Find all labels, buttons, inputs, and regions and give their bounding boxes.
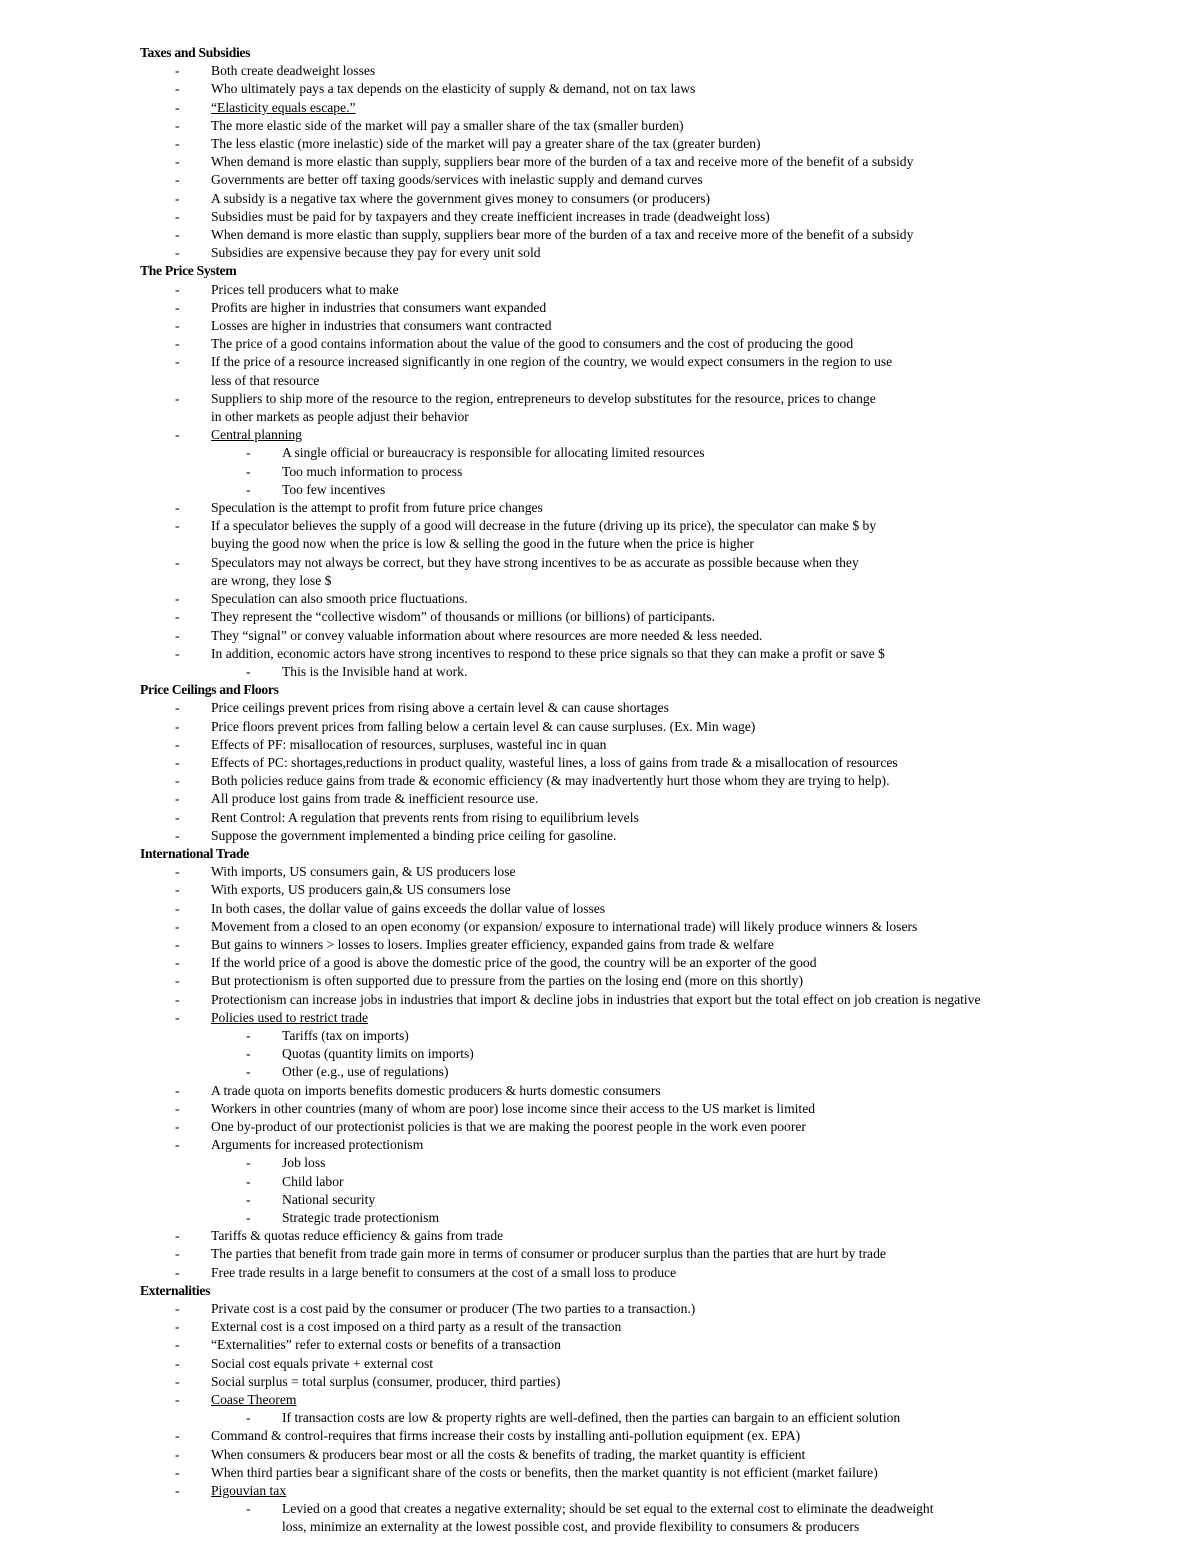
document-body: [140, 44, 1160, 1537]
bullet-dash-icon: -: [175, 1246, 180, 1262]
bullet-dash-icon: -: [175, 1464, 180, 1480]
list-item-text: Command & control-requires that firms increase their costs by installing anti-pollution equipment (ex. EPA): [211, 1428, 801, 1444]
bullet-dash-icon: -: [175, 918, 180, 934]
list-item: [140, 554, 1160, 590]
bullet-dash-icon: -: [175, 154, 180, 170]
list-item-text: Social surplus = total surplus (consumer, producer, third parties): [211, 1373, 561, 1389]
list-item: [140, 991, 1160, 1009]
list-item: [140, 208, 1160, 226]
list-item-text: Profits are higher in industries that consumers want expanded: [211, 299, 547, 315]
list-item: [140, 1245, 1160, 1263]
list-item-text: Too much information to process: [282, 463, 463, 479]
list-item-text: “Externalities” refer to external costs or benefits of a transaction: [211, 1337, 561, 1353]
bullet-dash-icon: -: [246, 445, 251, 461]
list-item-text: A subsidy is a negative tax where the government gives money to consumers (or producers): [211, 190, 711, 206]
bullet-dash-icon: -: [175, 700, 180, 716]
bullet-dash-icon: -: [175, 936, 180, 952]
list-item: [140, 317, 1160, 335]
sub-list-item: [140, 1045, 1160, 1063]
bullet-dash-icon: -: [175, 1137, 180, 1153]
sub-list-item: [140, 481, 1160, 499]
list-item: [140, 1355, 1160, 1373]
list-item: [140, 1464, 1160, 1482]
list-item: [140, 1300, 1160, 1318]
list-item: [140, 517, 1160, 553]
list-item: [140, 736, 1160, 754]
list-item-text: When consumers & producers bear most or all the costs & benefits of trading, the market quantity is efficient: [211, 1446, 806, 1462]
bullet-dash-icon: -: [175, 336, 180, 352]
list-item-text: In addition, economic actors have strong incentives to respond to these price signals so that they can make a profit or save $: [211, 645, 885, 661]
list-item: [140, 244, 1160, 262]
list-item: [140, 1427, 1160, 1445]
bullet-dash-icon: -: [175, 827, 180, 843]
list-item: [140, 171, 1160, 189]
bullet-dash-icon: -: [175, 1082, 180, 1098]
bullet-dash-icon: -: [175, 627, 180, 643]
list-item-text: Too few incentives: [282, 481, 386, 497]
list-item-text: Arguments for increased protectionism: [211, 1137, 424, 1153]
list-item: [140, 1446, 1160, 1464]
list-item-continuation: in other markets as people adjust their behavior: [211, 409, 469, 425]
list-item-text: Subsidies are expensive because they pay for every unit sold: [211, 245, 541, 261]
list-item: [140, 1009, 1160, 1027]
list-item: [140, 80, 1160, 98]
list-item: [140, 1336, 1160, 1354]
bullet-dash-icon: -: [175, 1337, 180, 1353]
bullet-dash-icon: -: [175, 864, 180, 880]
list-item-text: The price of a good contains information about the value of the good to consumers and the cost of producing the good: [211, 336, 854, 352]
list-item: [140, 972, 1160, 990]
bullet-dash-icon: -: [175, 773, 180, 789]
list-item: [140, 1318, 1160, 1336]
list-item: [140, 62, 1160, 80]
bullet-dash-icon: -: [175, 1355, 180, 1371]
bullet-dash-icon: -: [175, 136, 180, 152]
bullet-dash-icon: -: [175, 1483, 180, 1499]
list-item: [140, 1264, 1160, 1282]
list-item-text: They “signal” or convey valuable information about where resources are more needed & less needed.: [211, 627, 763, 643]
section-heading: Externalities: [140, 1282, 211, 1298]
bullet-dash-icon: -: [175, 900, 180, 916]
bullet-dash-icon: -: [175, 299, 180, 315]
list-item: [140, 1373, 1160, 1391]
bullet-dash-icon: -: [246, 1410, 251, 1426]
list-item: [140, 863, 1160, 881]
bullet-dash-icon: -: [175, 427, 180, 443]
sub-list-item: [140, 1154, 1160, 1172]
bullet-dash-icon: -: [175, 736, 180, 752]
bullet-dash-icon: -: [175, 1301, 180, 1317]
section-heading: Taxes and Subsidies: [140, 45, 251, 60]
list-item-text: The more elastic side of the market will pay a smaller share of the tax (smaller burden): [211, 117, 684, 133]
list-item-text: If the price of a resource increased significantly in one region of the country, we would expect consumers in the region to use: [211, 354, 893, 370]
bullet-dash-icon: -: [175, 190, 180, 206]
bullet-dash-icon: -: [175, 1392, 180, 1408]
sub-list-item: [140, 1409, 1160, 1427]
list-item-text: Both policies reduce gains from trade & economic efficiency (& may inadvertently hurt those whom they are trying to help).: [211, 773, 890, 789]
list-item: [140, 390, 1160, 426]
list-item-text: When third parties bear a significant share of the costs or benefits, then the market quantity is not efficient (market failure): [211, 1464, 878, 1480]
list-item-continuation: are wrong, they lose $: [211, 572, 332, 588]
bullet-dash-icon: -: [175, 718, 180, 734]
bullet-dash-icon: -: [175, 281, 180, 297]
bullet-dash-icon: -: [175, 1100, 180, 1116]
list-item: [140, 900, 1160, 918]
bullet-dash-icon: -: [175, 227, 180, 243]
list-item: [140, 881, 1160, 899]
list-item-text: Losses are higher in industries that consumers want contracted: [211, 318, 552, 334]
list-item-text: If a speculator believes the supply of a good will decrease in the future (driving up its price), the speculator can make $ by: [211, 518, 877, 534]
list-item-text: The less elastic (more inelastic) side of the market will pay a greater share of the tax (greater burden): [211, 136, 761, 152]
bullet-dash-icon: -: [175, 991, 180, 1007]
bullet-dash-icon: -: [175, 645, 180, 661]
list-item-text: Social cost equals private + external cost: [211, 1355, 434, 1371]
bullet-dash-icon: -: [175, 1319, 180, 1335]
list-item-text: Free trade results in a large benefit to consumers at the cost of a small loss to produce: [211, 1264, 677, 1280]
list-item-text: Effects of PF: misallocation of resources, surpluses, wasteful inc in quan: [211, 736, 607, 752]
list-item: [140, 1227, 1160, 1245]
bullet-dash-icon: -: [175, 500, 180, 516]
bullet-dash-icon: -: [246, 1210, 251, 1225]
list-item-continuation: loss, minimize an externality at the lowest possible cost, and provide flexibility to consumers & producers: [282, 1519, 860, 1535]
list-item: [140, 1100, 1160, 1118]
list-item: [140, 699, 1160, 717]
list-item-text: Protectionism can increase jobs in industries that import & decline jobs in industries that export but the total effect on job creation is negative: [211, 991, 981, 1007]
bullet-dash-icon: -: [246, 463, 251, 479]
sub-list-item: [140, 1173, 1160, 1191]
list-item-text: Suppliers to ship more of the resource to the region, entrepreneurs to develop substitutes for the resource, prices to change: [211, 390, 876, 406]
bullet-dash-icon: -: [175, 973, 180, 989]
bullet-dash-icon: -: [246, 481, 251, 497]
bullet-dash-icon: -: [175, 1373, 180, 1389]
bullet-dash-icon: -: [175, 172, 180, 188]
bullet-dash-icon: -: [246, 1501, 251, 1517]
list-item-text: Price floors prevent prices from falling below a certain level & can cause surpluses. (Ex. Min wage): [211, 718, 756, 734]
bullet-dash-icon: -: [246, 1064, 251, 1080]
list-item-text: But gains to winners > losses to losers. Implies greater efficiency, expanded gains from trade & welfare: [211, 936, 774, 952]
sub-list-item: [140, 1500, 1160, 1536]
list-item-text: Price ceilings prevent prices from rising above a certain level & can cause shortages: [211, 700, 669, 716]
list-item-text: External cost is a cost imposed on a third party as a result of the transaction: [211, 1319, 622, 1335]
list-item: [140, 754, 1160, 772]
bullet-dash-icon: -: [175, 882, 180, 898]
sub-list-item: [140, 1191, 1160, 1209]
list-item-text: When demand is more elastic than supply, suppliers bear more of the burden of a tax and receive more of the benefit of a subsidy: [211, 227, 914, 243]
list-item: [140, 426, 1160, 444]
list-item-text: This is the Invisible hand at work.: [282, 663, 468, 679]
list-item: [140, 499, 1160, 517]
list-item: [140, 281, 1160, 299]
bullet-dash-icon: -: [175, 955, 180, 971]
sub-list-item: [140, 1027, 1160, 1045]
list-item-text: Levied on a good that creates a negative externality; should be set equal to the external cost to eliminate the deadweight: [282, 1501, 934, 1517]
list-item: [140, 627, 1160, 645]
bullet-dash-icon: -: [175, 1118, 180, 1134]
list-item-text: Speculators may not always be correct, but they have strong incentives to be as accurate as possible because when they: [211, 554, 859, 570]
list-item: [140, 1082, 1160, 1100]
section-heading: International Trade: [140, 845, 249, 861]
bullet-dash-icon: -: [175, 591, 180, 607]
list-item-continuation: buying the good now when the price is low & selling the good in the future when the price is higher: [211, 536, 754, 552]
section-heading: The Price System: [140, 263, 237, 279]
list-item: [140, 99, 1160, 117]
bullet-dash-icon: -: [175, 1428, 180, 1444]
list-item-text: Policies used to restrict trade: [211, 1009, 369, 1025]
list-item-text: With imports, US consumers gain, & US producers lose: [211, 864, 516, 880]
list-item-text: Speculation can also smooth price fluctuations.: [211, 591, 468, 607]
list-item-text: All produce lost gains from trade & inefficient resource use.: [211, 791, 539, 807]
list-item-text: The parties that benefit from trade gain more in terms of consumer or producer surplus than the parties that are hurt by trade: [211, 1246, 886, 1262]
list-item-text: Pigouvian tax: [211, 1483, 287, 1499]
sub-list-item: [140, 663, 1160, 681]
list-item-text: They represent the “collective wisdom” of thousands or millions (or billions) of participants.: [211, 609, 715, 625]
bullet-dash-icon: -: [175, 99, 180, 115]
list-item: [140, 299, 1160, 317]
bullet-dash-icon: -: [175, 245, 180, 261]
list-item-continuation: less of that resource: [211, 372, 320, 388]
bullet-dash-icon: -: [175, 809, 180, 825]
list-item: [140, 1482, 1160, 1500]
bullet-dash-icon: -: [175, 791, 180, 807]
list-item-text: Private cost is a cost paid by the consumer or producer (The two parties to a transaction.): [211, 1301, 696, 1317]
list-item: [140, 809, 1160, 827]
bullet-dash-icon: -: [175, 1228, 180, 1244]
list-item: [140, 936, 1160, 954]
list-item: [140, 117, 1160, 135]
list-item: [140, 226, 1160, 244]
list-item-text: One by-product of our protectionist policies is that we are making the poorest people in the work even poorer: [211, 1118, 806, 1134]
list-item: [140, 954, 1160, 972]
list-item-text: Subsidies must be paid for by taxpayers and they create inefficient increases in trade (deadweight loss): [211, 208, 770, 224]
list-item: [140, 718, 1160, 736]
list-item-text: Speculation is the attempt to profit from future price changes: [211, 500, 543, 516]
section-heading: Price Ceilings and Floors: [140, 682, 279, 698]
list-item: [140, 135, 1160, 153]
list-item-text: Suppose the government implemented a binding price ceiling for gasoline.: [211, 827, 617, 843]
list-item-text: Who ultimately pays a tax depends on the elasticity of supply & demand, not on tax laws: [211, 81, 696, 97]
sub-list-item: [140, 444, 1160, 462]
bullet-dash-icon: -: [175, 81, 180, 97]
bullet-dash-icon: -: [175, 117, 180, 133]
bullet-dash-icon: -: [175, 1009, 180, 1025]
list-item-text: But protectionism is often supported due to pressure from the parties on the losing end (more on this shortly): [211, 973, 803, 989]
list-item: [140, 608, 1160, 626]
bullet-dash-icon: -: [175, 318, 180, 334]
bullet-dash-icon: -: [246, 1191, 251, 1207]
list-item-text: Job loss: [282, 1155, 326, 1171]
list-item: [140, 353, 1160, 389]
list-item-text: Child labor: [282, 1173, 344, 1189]
sub-list-item: [140, 1063, 1160, 1081]
list-item-text: Both create deadweight losses: [211, 63, 376, 79]
list-item-text: Strategic trade protectionism: [282, 1210, 440, 1225]
list-item-text: Coase Theorem: [211, 1392, 297, 1408]
list-item-text: A trade quota on imports benefits domestic producers & hurts domestic consumers: [211, 1082, 661, 1098]
list-item-text: “Elasticity equals escape.”: [211, 99, 356, 115]
bullet-dash-icon: -: [175, 1264, 180, 1280]
list-item: [140, 1118, 1160, 1136]
list-item-text: Central planning: [211, 427, 302, 443]
list-item: [140, 1136, 1160, 1154]
bullet-dash-icon: -: [246, 1155, 251, 1171]
list-item-text: When demand is more elastic than supply, suppliers bear more of the burden of a tax and receive more of the benefit of a subsidy: [211, 154, 914, 170]
list-item-text: If the world price of a good is above the domestic price of the good, the country will be an exporter of the good: [211, 955, 817, 971]
list-item-text: Rent Control: A regulation that prevents rents from rising to equilibrium levels: [211, 809, 639, 825]
list-item: [140, 645, 1160, 663]
bullet-dash-icon: -: [175, 554, 180, 570]
list-item: [140, 1391, 1160, 1409]
list-item-text: If transaction costs are low & property rights are well-defined, then the parties can bargain to an efficient solution: [282, 1410, 901, 1426]
bullet-dash-icon: -: [246, 1027, 251, 1043]
list-item-text: Quotas (quantity limits on imports): [282, 1046, 474, 1062]
list-item-text: Workers in other countries (many of whom are poor) lose income since their access to the US market is limited: [211, 1100, 816, 1116]
list-item-text: Tariffs & quotas reduce efficiency & gains from trade: [211, 1228, 504, 1244]
list-item: [140, 772, 1160, 790]
list-item: [140, 918, 1160, 936]
list-item-text: A single official or bureaucracy is responsible for allocating limited resources: [282, 445, 705, 461]
sub-list-item: [140, 1209, 1160, 1227]
bullet-dash-icon: -: [175, 208, 180, 224]
list-item-text: National security: [282, 1191, 376, 1207]
bullet-dash-icon: -: [175, 390, 180, 406]
list-item: [140, 790, 1160, 808]
list-item: [140, 590, 1160, 608]
bullet-dash-icon: -: [175, 1446, 180, 1462]
list-item-text: Movement from a closed to an open economy (or expansion/ exposure to international trade) will likely produce winners & losers: [211, 918, 918, 934]
bullet-dash-icon: -: [175, 354, 180, 370]
list-item-text: In both cases, the dollar value of gains exceeds the dollar value of losses: [211, 900, 606, 916]
list-item-text: With exports, US producers gain,& US consumers lose: [211, 882, 511, 898]
bullet-dash-icon: -: [175, 754, 180, 770]
sub-list-item: [140, 463, 1160, 481]
list-item: [140, 153, 1160, 171]
list-item: [140, 335, 1160, 353]
list-item-text: Tariffs (tax on imports): [282, 1027, 409, 1043]
list-item: [140, 190, 1160, 208]
list-item-text: Other (e.g., use of regulations): [282, 1064, 449, 1080]
list-item: [140, 827, 1160, 845]
bullet-dash-icon: -: [175, 609, 180, 625]
bullet-dash-icon: -: [175, 63, 180, 79]
list-item-text: Governments are better off taxing goods/services with inelastic supply and demand curves: [211, 172, 703, 188]
bullet-dash-icon: -: [246, 1046, 251, 1062]
bullet-dash-icon: -: [175, 518, 180, 534]
bullet-dash-icon: -: [246, 1173, 251, 1189]
list-item-text: Effects of PC: shortages,reductions in product quality, wasteful lines, a loss of gains from trade & a misallocation of resources: [211, 754, 898, 770]
bullet-dash-icon: -: [246, 663, 251, 679]
list-item-text: Prices tell producers what to make: [211, 281, 399, 297]
